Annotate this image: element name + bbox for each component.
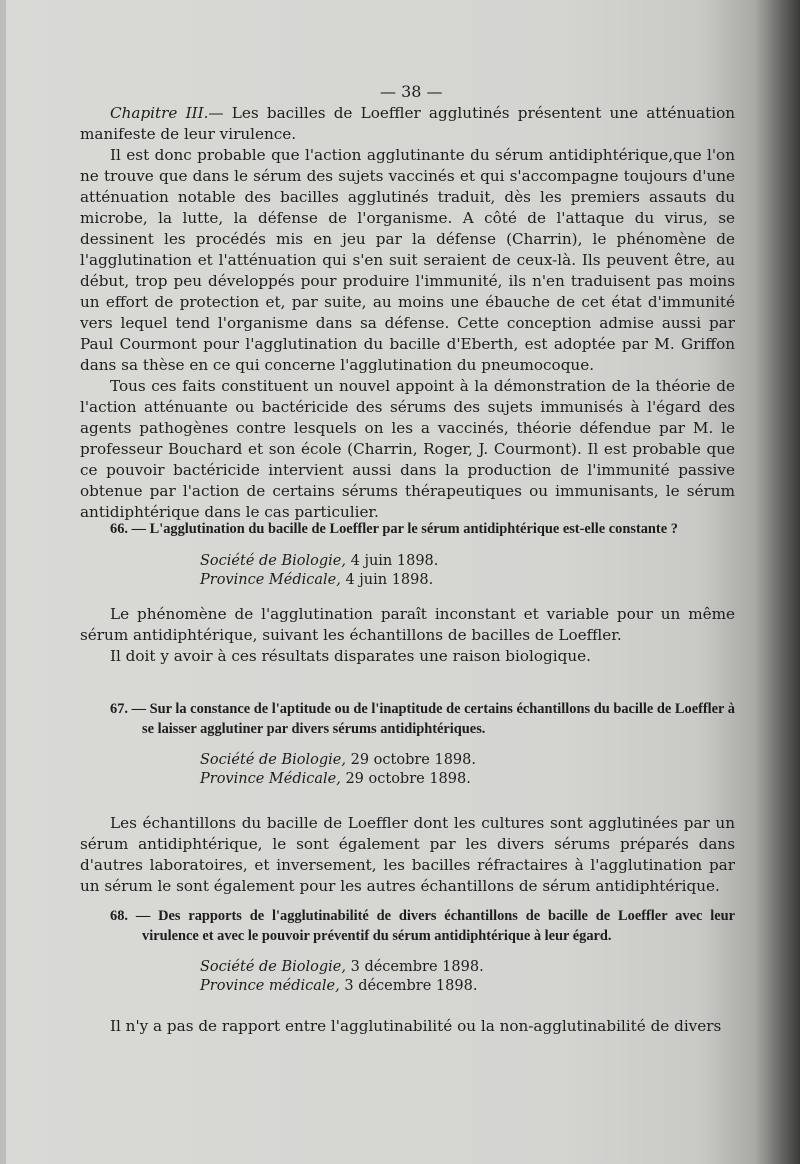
reference-date: 29 octobre 1898. [345,771,471,787]
intro-paragraph-1 [80,103,735,145]
reference-source: Société de Biologie, [200,959,346,975]
entry-number: 67. [110,701,128,717]
reference-date: 3 décembre 1898. [344,978,478,994]
entry-66 [80,519,735,667]
reference-date: 4 juin 1898. [345,572,434,588]
entry-67 [80,699,735,897]
reference-date: 29 octobre 1898. [350,752,476,768]
chapter-label: Chapitre III. [110,104,209,122]
entry-title [110,906,735,946]
entry-title [110,699,735,739]
reference-line [200,958,735,977]
page-edge-shadow [0,0,6,1164]
entry-title-text: — Sur la constance de l'aptitude ou de l'inaptitude de certains échantillons du bacille de Loeffler à se laisser agglutiner par divers sérums antidiphtériques. [131,701,735,737]
entry-title-text: — L'agglutination du bacille de Loeffler par le sérum antidiphtérique est-elle constante ? [131,521,678,537]
reference-date: 3 décembre 1898. [350,959,484,975]
reference-source: Province Médicale, [200,572,341,588]
entry-body-paragraph: Les échantillons du bacille de Loeffler dont les cultures sont agglutinées par un sérum antidiphtérique, le sont également par les divers sérums préparés dans d'autres laboratoires, et inversement, les bacilles réfractaires à l'agglutination par un sérum le sont également pour les autres échantillons de sérum antidiphtérique. [80,814,735,895]
entry-body-paragraph: Il doit y avoir à ces résultats disparates une raison biologique. [110,647,591,665]
entry-title-text: — Des rapports de l'agglutinabilité de divers échantillons de bacille de Loeffler avec leur virulence et avec le pouvoir préventif du sérum antidiphtérique à leur égard. [135,908,735,944]
page-number: — 38 — [380,82,443,101]
entry-body-paragraph: Le phénomène de l'agglutination paraît inconstant et variable pour un même sérum antidiphtérique, suivant les échantillons de bacilles de Loeffler. [80,605,735,644]
reference-source: Société de Biologie, [200,553,346,569]
reference-line [200,571,735,590]
reference-line [200,977,735,996]
intro-section [80,103,735,523]
entry-title [110,519,735,539]
reference-line [200,751,735,770]
entry-body-paragraph: Il n'y a pas de rapport entre l'agglutinabilité ou la non-agglutinabilité de divers [110,1017,722,1035]
intro-paragraph-3: Tous ces faits constituent un nouvel appoint à la démonstration de la théorie de l'action atténuante ou bactéricide des sérums des sujets immunisés à l'égard des agents pathogènes contre lesquels on les a vaccinés, théorie défendue par M. le professeur Bouchard et son école (Charrin, Roger, J. Courmont). Il est probable que ce pouvoir bactéricide intervient aussi dans la production de l'immunité passive obtenue par l'action de certains sérums thérapeutiques ou immunisants, le sérum antidiphtérique dans le cas particulier. [80,377,735,521]
entry-number: 68. [110,908,128,924]
reference-source: Société de Biologie, [200,752,346,768]
intro-line-1: — Les bacilles de Loeffler agglutinés présentent une atténuation manifeste de leur virulence. [80,104,736,143]
entry-number: 66. [110,521,128,537]
reference-line [200,552,735,571]
intro-paragraph-2: Il est donc probable que l'action agglutinante du sérum antidiphtérique,que l'on ne trouve que dans le sérum des sujets vaccinés et qui s'accompagne toujours d'une atténuation notable des bacilles agglutinés traduit, dès les premiers assauts du microbe, la lutte, la défense de l'organisme. A côté de l'attaque du virus, se dessinent les procédés mis en jeu par la défense (Charrin), le phénomène de l'agglutination et l'atténuation qui s'en suit seraient de ceux-là. Ils peuvent être, au début, trop peu développés pour produire l'immunité, ils n'en traduisent pas moins un effort de protection et, par suite, au moins une ébauche de cet état d'immunité vers lequel tend l'organisme dans sa défense. Cette conception admise aussi par Paul Courmont pour l'agglutination du bacille d'Eberth, est adoptée par M. Griffon dans sa thèse en ce qui concerne l'agglutination du pneumocoque. [80,146,735,374]
reference-line [200,770,735,789]
reference-source: Province médicale, [200,978,340,994]
reference-date: 4 juin 1898. [350,553,439,569]
entry-68 [80,906,735,1037]
reference-source: Province Médicale, [200,771,341,787]
